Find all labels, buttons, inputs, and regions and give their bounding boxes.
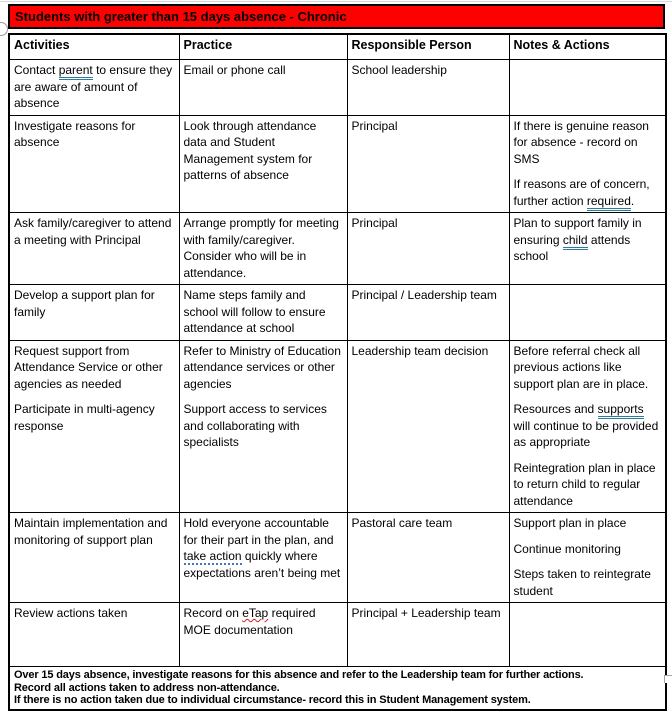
- column-header-practice: Practice: [179, 34, 347, 60]
- text-run: Investigate reasons for absence: [14, 118, 136, 149]
- text-run: Record on: [183, 606, 243, 620]
- table-cell: [179, 213, 347, 285]
- text-run: Pastoral care team: [351, 516, 453, 530]
- table-resize-handle[interactable]: [664, 675, 672, 683]
- cell-paragraph: [14, 62, 175, 112]
- section-title-banner: [8, 4, 665, 29]
- text-run: quickly where expectations aren’t being met: [183, 549, 341, 580]
- cell-paragraph: [14, 401, 175, 434]
- table-row: [9, 213, 666, 285]
- cell-paragraph: [514, 566, 662, 599]
- footer-line: If there is no action taken due to individual circumstance- record this in Student Management system.: [14, 694, 531, 706]
- table-cell: [509, 285, 666, 341]
- table-cell: [509, 340, 666, 513]
- text-run: Before referral check all previous actions like support plan are in place.: [513, 343, 649, 391]
- column-header-notes-actions: Notes & Actions: [509, 34, 666, 60]
- text-run: Look through attendance data and Student Management system for patterns of absence: [183, 118, 317, 182]
- table-cell: [347, 340, 509, 513]
- table-cell: [347, 60, 509, 116]
- cell-paragraph: [352, 343, 505, 360]
- text-run: Participate in multi-agency response: [14, 402, 155, 433]
- text-run: Steps taken to reintegrate student: [513, 567, 651, 598]
- table-cell: [347, 603, 509, 667]
- text-run: attends school: [513, 232, 631, 263]
- text-run: Refer to Ministry of Education attendance services or other agencies: [183, 343, 341, 391]
- text-run: Request support from Attendance Service or other agencies as needed: [14, 343, 163, 391]
- text-run: Review actions taken: [14, 606, 128, 620]
- text-run: Contact: [14, 63, 59, 77]
- cell-paragraph: [184, 401, 343, 451]
- cell-paragraph: [514, 118, 662, 168]
- text-run: Resources and: [513, 402, 598, 416]
- table-cell: [9, 213, 179, 285]
- page-edge-line: [0, 1, 672, 2]
- grammar-underlined-text: parent: [59, 63, 93, 80]
- table-cell: [9, 60, 179, 116]
- document-page: [8, 4, 665, 711]
- table-cell: [509, 213, 666, 285]
- text-run: will continue to be provided as appropriate: [513, 418, 659, 449]
- cell-paragraph: [352, 515, 505, 532]
- text-run: Reintegration plan in place to return child to regular attendance: [513, 460, 656, 508]
- text-run: Arrange promptly for meeting with family/caregiver. Consider who will be in attendance.: [183, 216, 339, 280]
- table-cell: [9, 513, 179, 603]
- text-run: required MOE documentation: [183, 606, 316, 637]
- table-cell: [179, 285, 347, 341]
- text-run: Principal / Leadership team: [351, 288, 497, 302]
- text-run: Continue monitoring: [513, 541, 621, 556]
- table-cell: [9, 115, 179, 213]
- text-run: If there is genuine reason for absence - record on SMS: [513, 118, 649, 166]
- column-header-responsible-person: Responsible Person: [347, 34, 509, 60]
- text-run: Email or phone call: [183, 63, 286, 77]
- text-run: Principal: [351, 118, 398, 133]
- text-run: Plan to support family in ensuring: [513, 216, 642, 247]
- footer-summary-cell: [9, 667, 666, 710]
- text-run: Develop a support plan for family: [14, 288, 155, 319]
- table-cell: [509, 60, 666, 116]
- cell-paragraph: [352, 287, 505, 304]
- dotted-underlined-text: take action: [183, 549, 242, 563]
- table-cell: [509, 513, 666, 603]
- cell-paragraph: [352, 605, 505, 622]
- cell-paragraph: [14, 605, 175, 622]
- cell-paragraph: [514, 541, 662, 558]
- table-row: [9, 603, 666, 667]
- absence-actions-table: [8, 33, 667, 711]
- table-cell: [179, 340, 347, 513]
- text-run: Principal: [351, 216, 398, 230]
- text-run: .: [630, 193, 635, 208]
- text-run: Principal + Leadership team: [351, 606, 501, 620]
- cell-paragraph: [184, 605, 343, 638]
- table-row: [9, 340, 666, 513]
- table-cell: [509, 115, 666, 213]
- cell-paragraph: [514, 515, 662, 532]
- table-row: [9, 60, 666, 116]
- footer-line: Record all actions taken to address non-attendance.: [14, 681, 280, 694]
- cell-paragraph: [514, 176, 662, 209]
- margin-anchor-handle: [0, 22, 8, 36]
- text-run: to ensure they are aware of amount of absence: [14, 63, 173, 110]
- table-cell: [509, 603, 666, 667]
- section-title-text: Students with greater than 15 days absence - Chronic: [15, 9, 347, 24]
- table-cell: [9, 340, 179, 513]
- table-cell: [179, 115, 347, 213]
- cell-paragraph: [184, 287, 343, 337]
- cell-paragraph: [352, 118, 505, 135]
- cell-paragraph: [14, 343, 175, 393]
- footer-line: Over 15 days absence, investigate reasons for this absence and refer to the Leadership team for further actions.: [14, 669, 584, 681]
- table-cell: [347, 115, 509, 213]
- grammar-underlined-text: supports: [598, 402, 644, 419]
- text-run: Ask family/caregiver to attend a meeting with Principal: [14, 216, 172, 247]
- text-run: School leadership: [351, 63, 447, 77]
- table-row: [9, 115, 666, 213]
- grammar-underlined-text: child: [563, 233, 588, 250]
- table-row: [9, 285, 666, 341]
- cell-paragraph: [14, 515, 175, 548]
- text-run: Support access to services and collaborating with specialists: [183, 402, 327, 449]
- cell-paragraph: [514, 401, 662, 451]
- table-cell: [179, 513, 347, 603]
- cell-paragraph: [184, 62, 343, 79]
- cell-paragraph: [184, 215, 343, 281]
- cell-paragraph: [514, 215, 662, 265]
- table-cell: [179, 60, 347, 116]
- spell-underlined-text: eTap: [242, 606, 269, 620]
- table-row: [9, 513, 666, 603]
- cell-paragraph: [514, 460, 662, 510]
- cell-paragraph: [352, 215, 505, 232]
- text-run: If reasons are of concern, further action: [513, 177, 650, 208]
- text-run: Hold everyone accountable for their part in the plan, and: [183, 516, 334, 547]
- text-run: Support plan in place: [513, 516, 627, 530]
- table-cell: [9, 603, 179, 667]
- cell-paragraph: [14, 287, 175, 320]
- cell-paragraph: [14, 215, 175, 248]
- cell-paragraph: [352, 62, 505, 79]
- table-cell: [347, 285, 509, 341]
- cell-paragraph: [514, 343, 662, 393]
- text-run: Name steps family and school will follow to ensure attendance at school: [183, 288, 326, 335]
- cell-paragraph: [184, 343, 343, 393]
- cell-paragraph: [14, 118, 175, 151]
- text-run: Maintain implementation and monitoring of support plan: [14, 516, 168, 547]
- column-header-activities: Activities: [9, 34, 179, 60]
- table-cell: [347, 513, 509, 603]
- table-cell: [9, 285, 179, 341]
- table-cell: [347, 213, 509, 285]
- cell-paragraph: [184, 118, 343, 184]
- table-header-row: [9, 34, 666, 60]
- grammar-underlined-text: required: [587, 194, 631, 211]
- table-cell: [179, 603, 347, 667]
- table-footer-row: [9, 667, 666, 710]
- table-body: [9, 60, 666, 667]
- cell-paragraph: [184, 515, 343, 581]
- text-run: Leadership team decision: [351, 343, 489, 358]
